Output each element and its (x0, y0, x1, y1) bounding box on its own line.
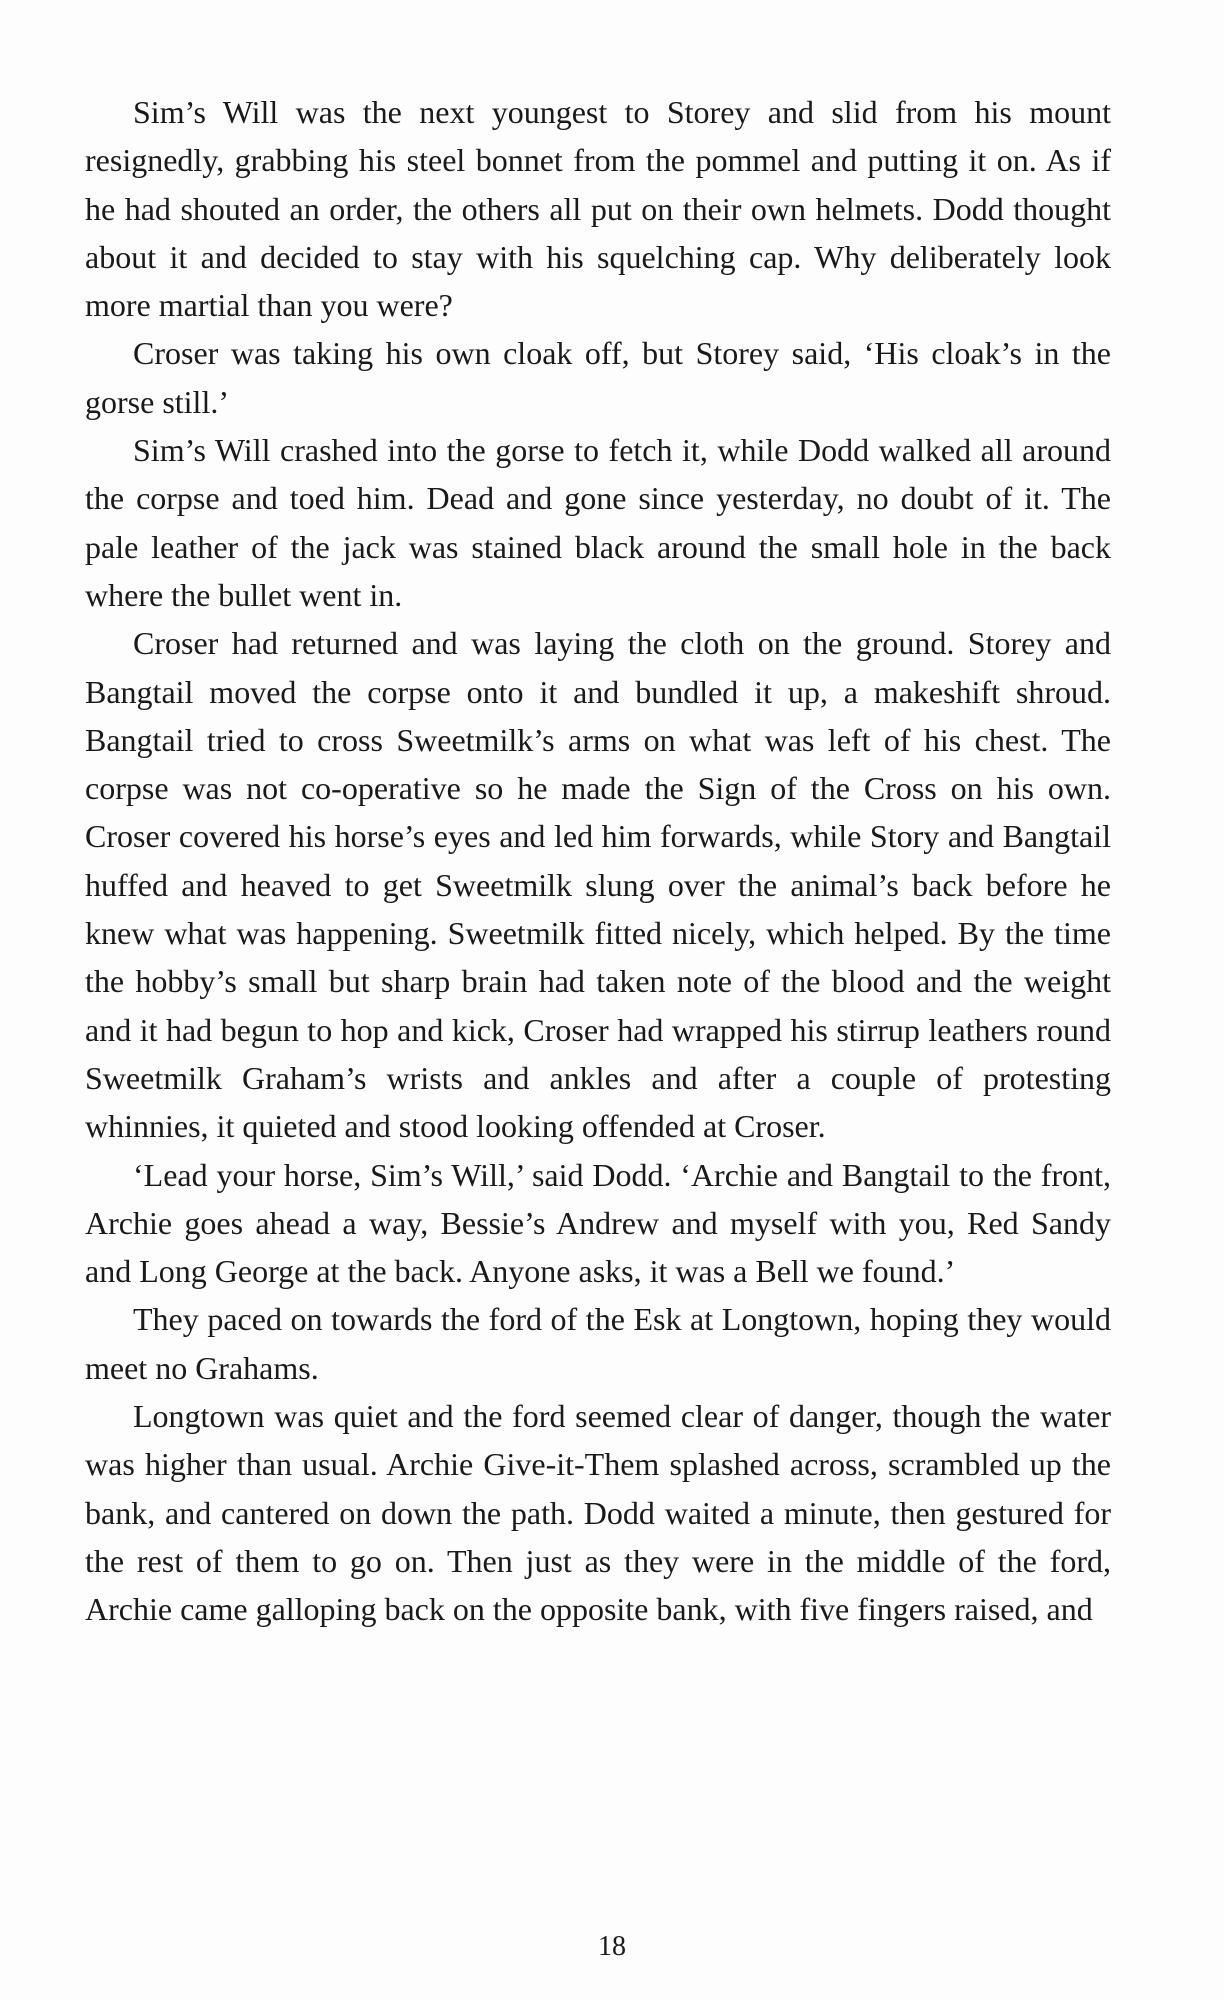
paragraph-1: Sim’s Will was the next youngest to Storey and slid from his mount resignedly, grabbing his steel bonnet from the pommel and putting it on. As if he had shouted an order, the others all put on their own helmets. Dodd thought about it and decided to stay with his squelching cap. Why deliberately look more martial than you were? (85, 94, 1111, 324)
paragraph-4: Croser had returned and was laying the cloth on the ground. Storey and Bangtail moved the corpse onto it and bundled it up, a makeshift shroud. Bangtail tried to cross Sweetmilk’s arms on what was left of his chest. The corpse was not co-operative so he made the Sign of the Cross on his own. Croser covered his horse’s eyes and led him forwards, while Story and Bangtail huffed and heaved to get Sweetmilk slung over the animal’s back before he knew what was happening. Sweetmilk fitted nicely, which helped. By the time the hobby’s small but sharp brain had taken note of the blood and the weight and it had begun to hop and kick, Croser had wrapped his stirrup leathers round Sweetmilk Graham’s wrists and ankles and after a couple of protesting whinnies, it quieted and stood looking offended at Croser. (85, 625, 1111, 1145)
paragraph-6: They paced on towards the ford of the Esk at Longtown, hoping they would meet no Grahams. (85, 1301, 1111, 1386)
paragraph-5: ‘Lead your horse, Sim’s Will,’ said Dodd. ‘Archie and Bangtail to the front, Archie goes ahead a way, Bessie’s Andrew and myself with you, Red Sandy and Long George at the back. Anyone asks, it was a Bell we found.’ (85, 1156, 1111, 1290)
paragraph-7: Longtown was quiet and the ford seemed clear of danger, though the water was higher than usual. Archie Give-it-Them splashed across, scrambled up the bank, and cantered on down the path. Dodd waited a minute, then gestured for the rest of them to go on. Then just as they were in the middle of the ford, Archie came galloping back on the opposite bank, with five fingers raised, and (85, 1398, 1111, 1628)
paragraph-2: Croser was taking his own cloak off, but Storey said, ‘His cloak’s in the gorse still.’ (85, 335, 1111, 420)
paragraph-3: Sim’s Will crashed into the gorse to fetch it, while Dodd walked all around the corpse and toed him. Dead and gone since yesterday, no doubt of it. The pale leather of the jack was stained black around the small hole in the back where the bullet went in. (85, 432, 1111, 613)
page-number: 18 (598, 1931, 626, 1962)
body-text (85, 88, 1111, 1634)
